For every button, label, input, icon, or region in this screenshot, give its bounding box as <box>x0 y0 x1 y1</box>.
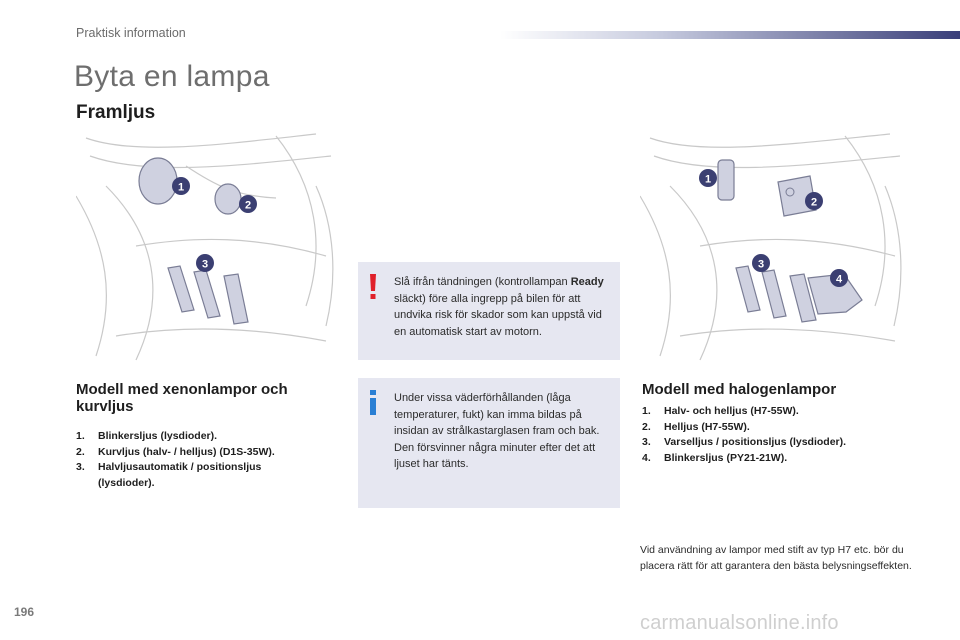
halogen-model-section <box>642 381 922 466</box>
halogen-model-title: Modell med halogenlampor <box>642 381 837 398</box>
list-item: 1. Halv- och helljus (H7-55W). <box>642 405 799 417</box>
callout-badge-2 <box>805 192 823 210</box>
list-item: 3. Halvljusautomatik / positionsljus (lysdioder). <box>76 461 262 489</box>
info-note-box <box>358 378 620 508</box>
info-text: Under vissa väderförhållanden (låga temperaturer, fukt) kan imma bildas på insidan av strålkastarglasen fram och bak. Den försvinner några minuter efter det att ljuset har tänts. <box>394 392 600 470</box>
list-item: 2. Kurvljus (halv- / helljus) (D1S-35W). <box>76 445 275 458</box>
xenon-bulb-list <box>76 429 336 491</box>
svg-text:2: 2 <box>810 196 818 209</box>
exclamation-icon <box>366 272 380 302</box>
callout-badge-1 <box>699 169 717 187</box>
warning-text: Slå ifrån tändningen (kontrollampan Ready släckt) före alla ingrepp på bilen för att undvika risk för skador som kan uppstå vid en automatisk start av motorn. <box>394 276 604 338</box>
callout-badge-3 <box>196 254 214 272</box>
svg-text:3: 3 <box>757 258 765 271</box>
list-item: 3. Varselljus / positionsljus (lysdioder). <box>642 436 847 448</box>
callout-badge-1 <box>172 177 190 195</box>
warning-note-box <box>358 262 620 360</box>
callout-badge-4 <box>830 269 848 287</box>
list-item: 4. Blinkersljus (PY21-21W). <box>642 451 788 464</box>
xenon-model-section <box>76 381 336 491</box>
svg-text:4: 4 <box>835 273 843 286</box>
section-label: Praktisk information <box>76 26 186 40</box>
xenon-headlamp-illustration <box>76 126 338 362</box>
svg-text:1: 1 <box>177 181 185 194</box>
svg-text:1: 1 <box>704 173 712 186</box>
list-item: 2. Helljus (H7-55W). <box>642 420 750 433</box>
header-gradient-bar <box>500 31 960 39</box>
page-title: Byta en lampa <box>74 60 270 93</box>
watermark: carmanualsonline.info <box>640 612 839 634</box>
ready-keyword: Ready <box>570 276 604 288</box>
svg-text:2: 2 <box>244 199 252 212</box>
section-subtitle: Framljus <box>76 102 156 123</box>
svg-text:3: 3 <box>201 258 209 271</box>
info-icon <box>366 388 380 418</box>
bulb-fitting-note: Vid användning av lampor med stift av typ H7 etc. bör du placera rätt för att garantera den bästa belysningseffekten. <box>640 544 912 572</box>
halogen-bulb-list <box>642 404 922 466</box>
xenon-model-title: Modell med xenonlampor och kurvljus <box>76 381 288 415</box>
halogen-headlamp-illustration <box>640 126 906 362</box>
callout-badge-2 <box>239 195 257 213</box>
page-number: 196 <box>14 605 35 619</box>
list-item: 1. Blinkersljus (lysdioder). <box>76 430 218 442</box>
callout-badge-3 <box>752 254 770 272</box>
